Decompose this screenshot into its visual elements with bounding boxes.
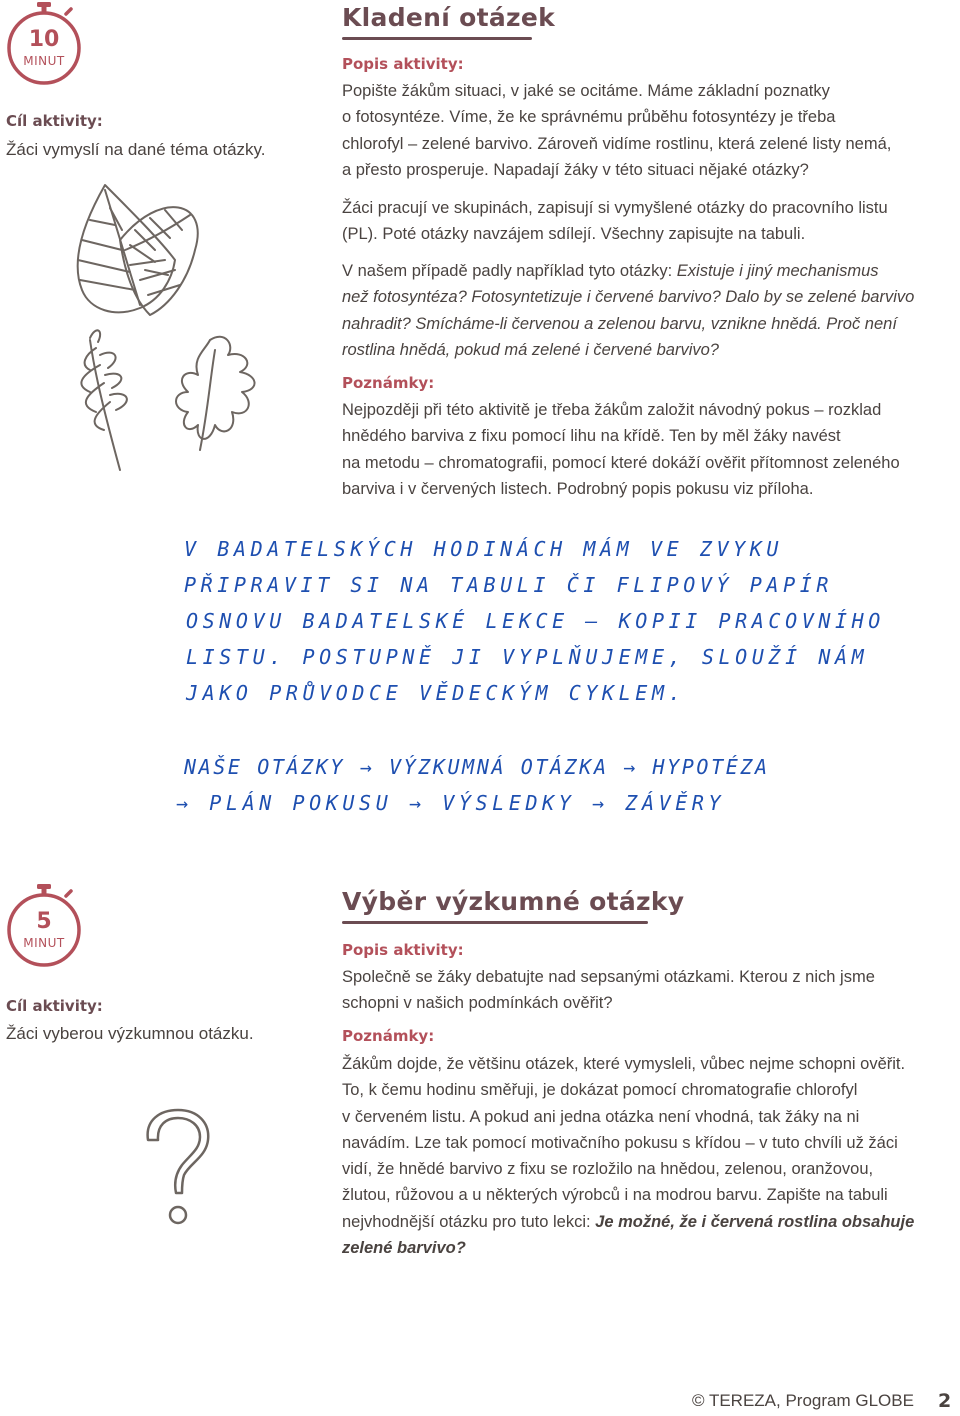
description-label: Popis aktivity:: [342, 55, 464, 73]
notes-paragraph: [342, 1051, 942, 1261]
text-line: hnědého barviva z fixu pomocí lihu na křídě. Ten by měl žáky navést: [342, 427, 841, 446]
notes-text: nejvhodnější otázku pro tuto lekci:: [342, 1212, 596, 1231]
section-title: Kladení otázek: [342, 3, 556, 32]
text-line: a přesto prosperuje. Napadají žáky v této situaci nějaké otázky?: [342, 160, 809, 179]
title-underline: [342, 921, 648, 924]
text-line: (PL). Poté otázky navzájem sdílejí. Všechny zapisujte na tabuli.: [342, 225, 806, 244]
text-line: nahradit? Smícháme-li červenou a zelenou barvu, vznikne hnědá. Proč není: [342, 314, 897, 333]
goal-label: Cíl aktivity:: [6, 997, 103, 1015]
timer-badge-10: [4, 2, 84, 92]
handwritten-note-line-4: LISTU. POSTUPNĚ JI VYPLŇUJEME, SLOUŽÍ NÁM: [186, 645, 869, 669]
example-question: Existuje i jiný mechanismus: [676, 262, 879, 280]
highlighted-question: Je možné, že i červená rostlina obsahuje: [595, 1212, 915, 1231]
text-line: To, k čemu hodinu směřuji, je dokázat pomocí chromatografie chlorofyl: [342, 1081, 858, 1100]
example-questions-paragraph: [342, 258, 942, 363]
text-line: [342, 1209, 942, 1235]
group-work-paragraph: [342, 195, 942, 248]
text-line: chlorofyl – zelené barvivo. Zároveň vidíme rostlinu, která zelené listy nemá,: [342, 134, 892, 153]
timer-number: 5: [36, 909, 52, 934]
highlighted-question: zelené barvivo?: [342, 1239, 466, 1258]
goal-text: Žáci vymyslí na dané téma otázky.: [6, 140, 266, 159]
notes-label: Poznámky:: [342, 1027, 435, 1045]
text-line: o fotosyntéze. Víme, že ke správnému průběhu fotosyntézy je třeba: [342, 108, 836, 127]
text-line: v červeném listu. A pokud ani jedna otázka není vhodná, tak žáky na ni: [342, 1107, 860, 1126]
copyright-text: © TEREZA, Program GLOBE: [692, 1391, 914, 1410]
text-line: [342, 1235, 942, 1261]
section-title: Výběr výzkumné otázky: [342, 887, 685, 916]
text-line: navádím. Lze tak pomocí motivačního pokusu s křídou – v tuto chvíli už žáci: [342, 1133, 898, 1152]
goal-text: Žáci vyberou výzkumnou otázku.: [6, 1024, 254, 1043]
handwritten-flow-line-1: NAŠE OTÁZKY → VÝZKUMNÁ OTÁZKA → HYPOTÉZA: [184, 755, 770, 779]
handwritten-note-line-3: OSNOVU BADATELSKÉ LEKCE – KOPII PRACOVNÍHO: [186, 609, 885, 633]
text-line: žlutou, růžovou a u některých výrobců i na modrou barvu. Zapište na tabuli: [342, 1186, 888, 1205]
notes-label: Poznámky:: [342, 374, 435, 392]
timer-unit: MINUT: [23, 936, 65, 950]
description-paragraph: [342, 78, 942, 183]
text-line: Popište žákům situaci, v jaké se ocitáme. Máme základní poznatky: [342, 82, 830, 100]
text-line: vidí, že hnědé barvivo z fixu se rozložilo na hnědou, zelenou, oranžovou,: [342, 1160, 874, 1179]
handwritten-flow-line-2: → PLÁN POKUSU → VÝSLEDKY → ZÁVĚRY: [176, 791, 726, 815]
timer-badge-5: [4, 884, 84, 974]
text-line: barviva i v červených listech. Podrobný popis pokusu viz příloha.: [342, 479, 814, 498]
handwritten-note-line-2: PŘIPRAVIT SI NA TABULI ČI FLIPOVÝ PAPÍR: [184, 573, 833, 597]
text-line: [342, 258, 942, 284]
text-line: Žákům dojde, že většinu otázek, které vymysleli, vůbec nejme schopni ověřit.: [342, 1055, 906, 1073]
text-line: Žáci pracují ve skupinách, zapisují si vymyšlené otázky do pracovního listu: [342, 199, 888, 217]
title-underline: [342, 37, 532, 40]
timer-number: 10: [28, 27, 60, 52]
text-line: Nejpozději při této aktivitě je třeba žákům založit návodný pokus – rozklad: [342, 401, 882, 419]
description-paragraph: [342, 964, 942, 1017]
text-line: schopni v našich podmínkách ověřit?: [342, 994, 613, 1013]
leaf-sketch: [60, 180, 330, 480]
handwritten-note-line-5: JAKO PRŮVODCE VĚDECKÝM CYKLEM.: [186, 681, 686, 705]
text-line: než fotosyntéza? Fotosyntetizuje i červené barvivo? Dalo by se zelené barvivo: [342, 288, 915, 307]
goal-label: Cíl aktivity:: [6, 112, 103, 130]
timer-unit: MINUT: [23, 54, 65, 68]
text-line: rostlina hnědá, pokud má zelené i červené barvivo?: [342, 340, 719, 359]
question-mark-sketch: [140, 1105, 220, 1230]
text-line: na metodu – chromatografii, pomocí které dokáží ověřit přítomnost zeleného: [342, 453, 900, 472]
page-number: 2: [938, 1390, 952, 1412]
description-label: Popis aktivity:: [342, 941, 464, 959]
example-intro: V našem případě padly například tyto otázky:: [342, 262, 677, 280]
text-line: Společně se žáky debatujte nad sepsanými otázkami. Kterou z nich jsme: [342, 968, 875, 986]
notes-paragraph: [342, 397, 942, 502]
handwritten-note-line-1: V BADATELSKÝCH HODINÁCH MÁM VE ZVYKU: [184, 537, 784, 561]
